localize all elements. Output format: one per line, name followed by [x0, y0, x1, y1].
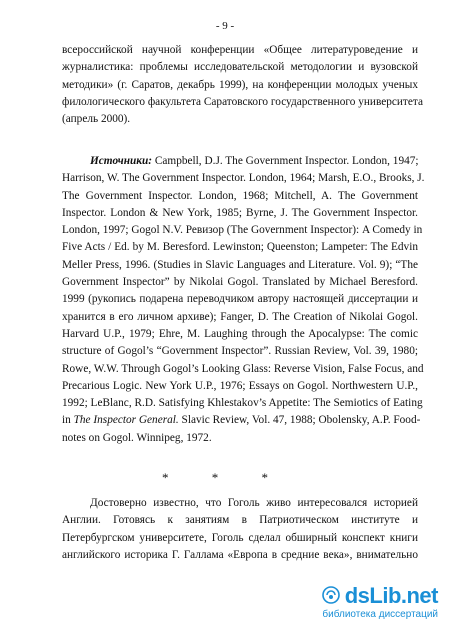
dslib-logo-icon	[322, 586, 340, 604]
sources-first-line: Campbell, D.J. The Government Inspector. London, 1947;	[152, 155, 419, 167]
logo-lib: Lib.net	[369, 583, 438, 608]
paragraph-gogol-england	[62, 495, 418, 564]
text-line: 1999 (рукопись подарена переводчиком автору настоящей диссертации и	[62, 293, 418, 306]
text-line: филологического факультета Саратовского государственного университета	[62, 95, 423, 108]
text-line: Harvard U.P., 1979; Ehre, M. Laughing through the Apocalypse: The comic	[62, 327, 418, 340]
logo-ds: ds	[344, 583, 370, 608]
text-line: Government Inspector” by Nikolai Gogol. Translated by Michael Beresford.	[62, 276, 418, 289]
text-line	[62, 412, 421, 429]
text-fragment: in	[62, 414, 74, 427]
text-line: Five Acts / Ed. by M. Beresford. Lewinston; Queenston; Lampeter: The Edvin	[62, 241, 418, 254]
text-line: методики» (г. Саратов, декабрь 1999), на конференции молодых ученых	[62, 78, 418, 91]
text-line: (апрель 2000).	[62, 113, 131, 126]
text-line: notes on Gogol. Winnipeg, 1972.	[62, 431, 212, 444]
text-line: журналистика: проблемы исследовательской методологии и вузовской	[62, 61, 418, 74]
text-line: London, 1997; Gogol N.V. Ревизор (The Government Inspector): A Comedy in	[62, 224, 423, 237]
sources-label: Источники:	[90, 155, 153, 167]
text-line: Meller Press, 1996. (Studies in Slavic Languages and Literature. Vol. 9); “The	[62, 258, 418, 271]
italic-title: The Inspector General.	[73, 414, 179, 427]
text-line: structure of Gogol’s “Government Inspector”. Russian Review, Vol. 39, 1980;	[62, 345, 418, 358]
text-line	[62, 153, 418, 170]
text-line: The Government Inspector. London, 1968; Mitchell, A. The Government	[62, 189, 418, 202]
dslib-watermark	[308, 583, 438, 625]
text-line: Достоверно известно, что Гоголь живо интересовался историей	[90, 497, 418, 509]
text-line: Rowe, W.W. Through Gogol’s Looking Glass: Reverse Vision, False Focus, and	[62, 362, 424, 375]
section-separator: * * *	[162, 470, 288, 485]
text-fragment: Slavic Review, Vol. 47, 1988; Obolensky, A.P. Food-	[178, 414, 421, 427]
paragraph-conferences	[62, 42, 423, 128]
page-number: - 9 -	[215, 20, 235, 32]
text-line: 1992; LeBlanc, R.D. Satisfying Khlestakov’s Appetite: The Semiotics of Eating	[62, 397, 423, 410]
text-line: Harrison, W. The Government Inspector. London, 1964; Marsh, E.O., Brooks, J.	[62, 172, 425, 185]
text-line: всероссийской научной конференции «Общее литературоведение и	[62, 44, 418, 56]
dslib-subtitle: библиотека диссертаций	[322, 609, 438, 620]
dslib-logo-text	[345, 583, 438, 609]
text-line: Англии. Готовясь к занятиям в Патриотическом институте и	[62, 514, 418, 527]
text-line: Inspector. London & New York, 1985; Byrne, J. The Government Inspector.	[62, 206, 418, 219]
paragraph-sources	[62, 153, 425, 447]
text-line: Precarious Logic. New York U.P., 1976; Essays on Gogol. Northwestern U.P.,	[62, 379, 418, 392]
text-line: Петербургском университете, Гоголь сделал обширный конспект книги	[62, 531, 418, 544]
text-line: хранится в его личном архиве); Fanger, D. The Creation of Nikolai Gogol.	[62, 310, 418, 323]
text-line: английского историка Г. Галлама «Европа в средние века», внимательно	[62, 548, 418, 561]
